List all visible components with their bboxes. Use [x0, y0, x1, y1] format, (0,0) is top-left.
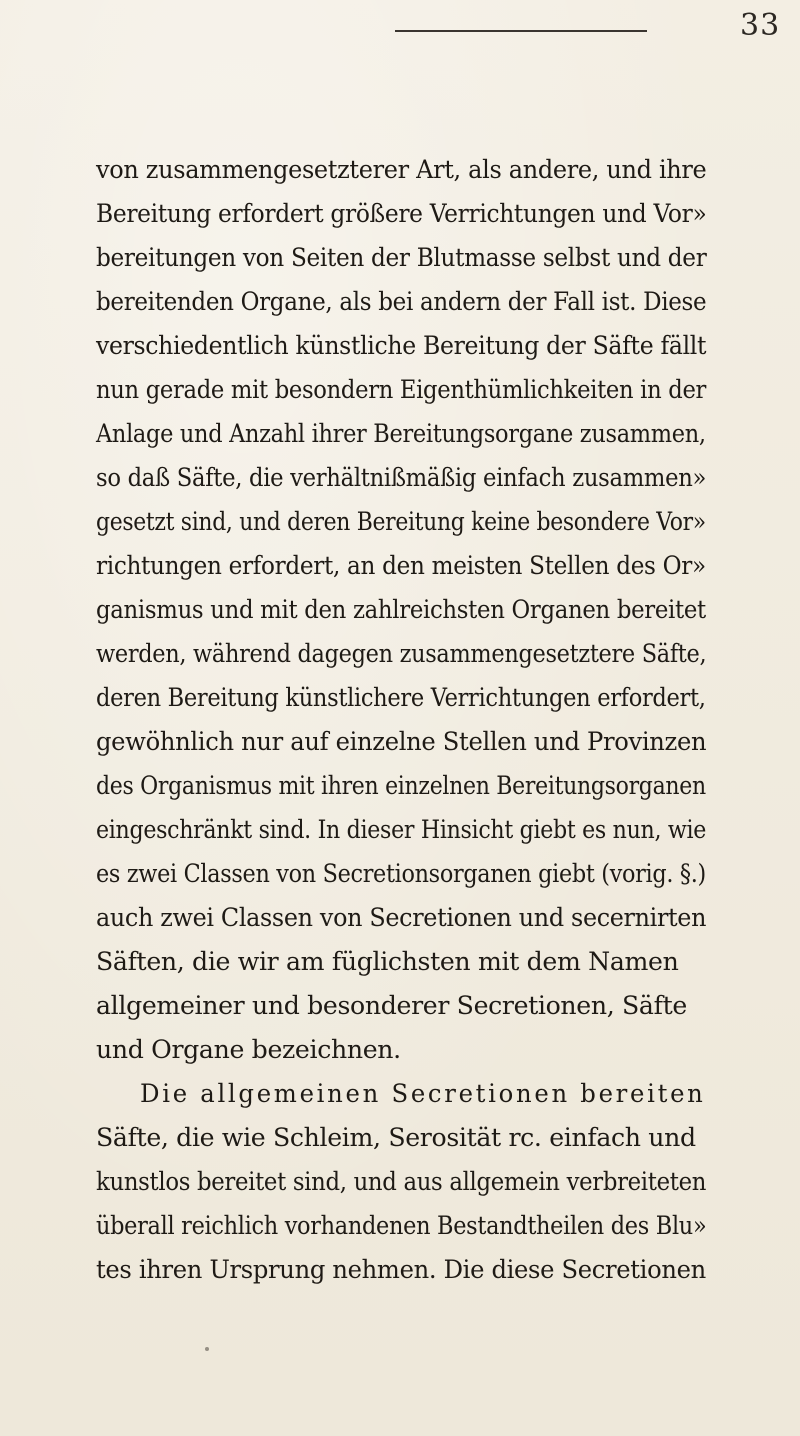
text-line: Säften, die wir am füglichsten mit dem Namen: [96, 947, 679, 976]
text-line: von zusammengesetzterer Art, als andere, und ihre: [96, 155, 707, 184]
text-line: überall reichlich vorhandenen Bestandtheilen des Blu»: [96, 1211, 707, 1240]
text-line: deren Bereitung künstlichere Verrichtungen erfordert,: [96, 683, 706, 712]
text-line: auch zwei Classen von Secretionen und secernirten: [96, 903, 707, 932]
header-rule: [395, 30, 647, 32]
text-line: des Organismus mit ihren einzelnen Bereitungsorganen: [96, 771, 706, 800]
text-line-indented: Die allgemeinen Secretionen bereiten: [140, 1079, 706, 1108]
text-line: nun gerade mit besondern Eigenthümlichkeiten in der: [96, 375, 707, 404]
page-number: 33: [740, 8, 781, 43]
text-line: bereitenden Organe, als bei andern der Fall ist. Diese: [96, 287, 707, 316]
text-line: werden, während dagegen zusammengesetztere Säfte,: [96, 639, 707, 668]
text-line: richtungen erfordert, an den meisten Stellen des Or»: [96, 551, 706, 580]
text-line: so daß Säfte, die verhältnißmäßig einfach zusammen»: [96, 463, 707, 492]
text-line: eingeschränkt sind. In dieser Hinsicht giebt es nun, wie: [96, 815, 707, 844]
text-line: tes ihren Ursprung nehmen. Die diese Secretionen: [96, 1255, 706, 1284]
text-line: Säfte, die wie Schleim, Serosität rc. einfach und: [96, 1123, 696, 1152]
text-line: verschiedentlich künstliche Bereitung der Säfte fällt: [96, 331, 707, 360]
text-line: Bereitung erfordert größere Verrichtungen und Vor»: [96, 199, 707, 228]
text-line: gesetzt sind, und deren Bereitung keine besondere Vor»: [96, 507, 706, 536]
text-line: und Organe bezeichnen.: [96, 1035, 401, 1064]
text-line: allgemeiner und besonderer Secretionen, Säfte: [96, 991, 687, 1020]
paper-speck: [205, 1347, 209, 1351]
text-line: kunstlos bereitet sind, und aus allgemein verbreiteten: [96, 1167, 707, 1196]
text-line: Anlage und Anzahl ihrer Bereitungsorgane zusammen,: [96, 419, 706, 448]
text-line: ganismus und mit den zahlreichsten Organen bereitet: [96, 595, 706, 624]
text-line: gewöhnlich nur auf einzelne Stellen und Provinzen: [96, 727, 707, 756]
text-line: bereitungen von Seiten der Blutmasse selbst und der: [96, 243, 707, 272]
text-line: es zwei Classen von Secretionsorganen giebt (vorig. §.): [96, 859, 706, 888]
